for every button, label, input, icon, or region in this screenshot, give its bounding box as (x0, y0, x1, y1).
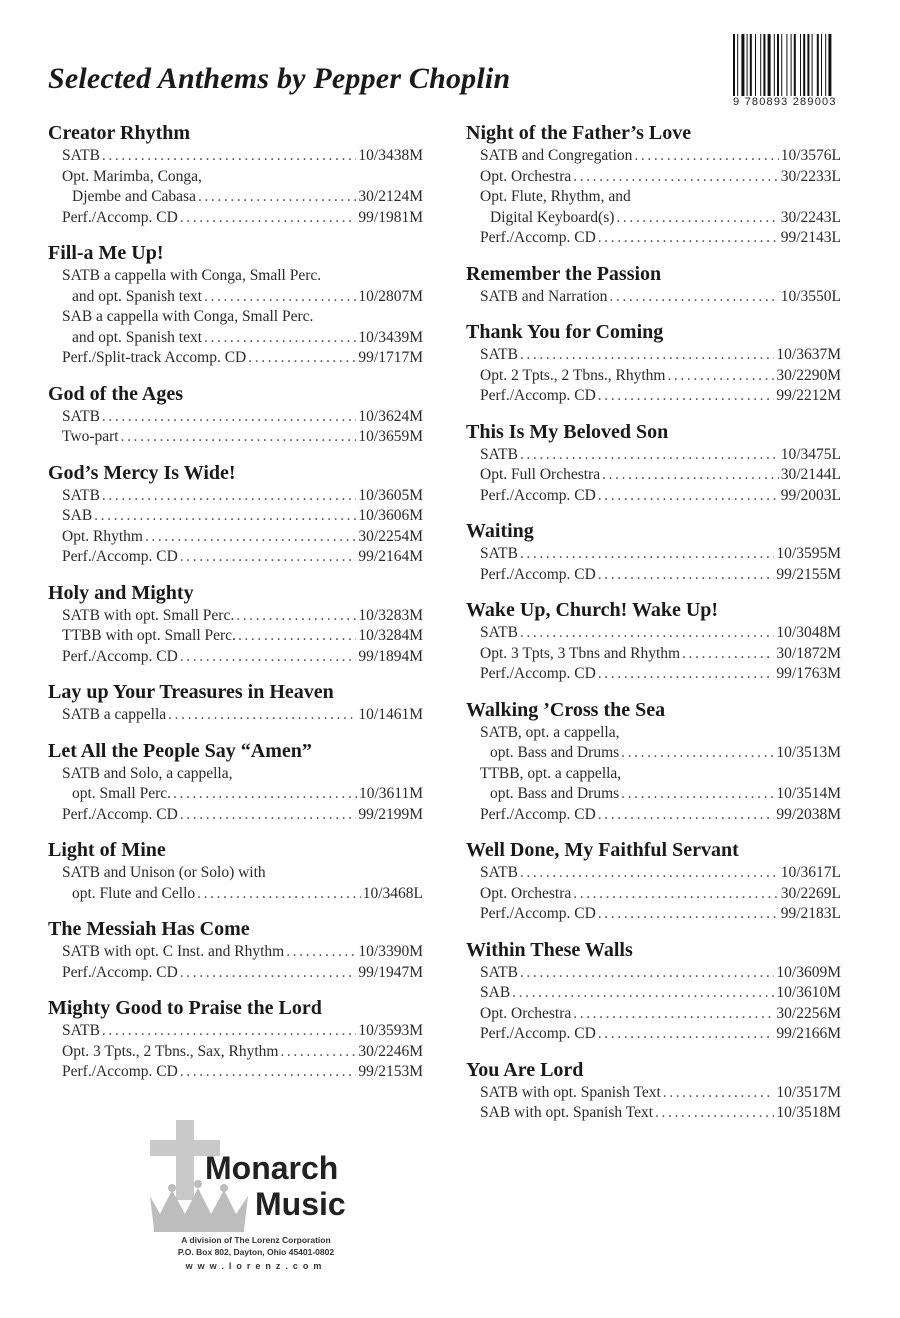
edition-label: Perf./Accomp. CD (480, 486, 596, 504)
dot-leader (520, 544, 775, 565)
edition-code: 10/3617L (780, 864, 841, 881)
anthem-section (48, 460, 423, 568)
edition-code: 99/2212M (776, 387, 841, 404)
edition-row (62, 348, 423, 369)
edition-label: Opt. Orchestra (480, 1004, 572, 1022)
edition-code: 30/2269L (780, 884, 841, 902)
anthem-section (466, 1057, 841, 1124)
edition-row (62, 705, 423, 726)
edition-code: 10/3438M (358, 147, 423, 164)
edition-row (62, 805, 423, 826)
edition-label: Perf./Accomp. CD (62, 1063, 178, 1080)
edition-label: Opt. 3 Tpts., 2 Tbns., Sax, Rhythm (62, 1042, 279, 1060)
edition-label: SATB (480, 963, 518, 981)
edition-row (62, 187, 423, 208)
dot-leader (602, 465, 779, 486)
edition-label: SATB and Congregation (480, 147, 633, 164)
page-title: Selected Anthems by Pepper Choplin (48, 62, 511, 95)
anthem-title: God of the Ages (48, 382, 183, 405)
edition-description: SATB a cappella with Conga, Small Perc. (62, 267, 322, 284)
edition-label: Opt. Full Orchestra (480, 466, 601, 483)
edition-label: SATB a cappella (62, 706, 167, 723)
barcode-digits: 9 780893 289003 (733, 96, 837, 108)
dot-leader (598, 805, 775, 826)
edition-label: Opt. 3 Tpts, 3 Tbns and Rhythm (480, 644, 681, 662)
edition-code: 30/2233L (780, 167, 841, 185)
dot-leader (655, 1103, 774, 1124)
edition-label: SATB (480, 864, 518, 881)
edition-label: and opt. Spanish text (72, 287, 203, 305)
anthem-section (466, 597, 841, 685)
edition-code: 10/3513M (776, 744, 841, 761)
edition-label: opt. Flute and Cello (72, 884, 196, 902)
dot-leader (598, 1024, 775, 1045)
dot-leader (520, 863, 779, 884)
dot-leader (173, 784, 357, 805)
edition-code: 99/2003L (780, 486, 841, 504)
edition-label: Perf./Accomp. CD (480, 805, 596, 823)
edition-label: SATB with opt. Small Perc. (62, 606, 235, 624)
edition-label: Perf./Accomp. CD (62, 647, 178, 665)
anthem-section (48, 738, 423, 826)
edition-label: Perf./Accomp. CD (480, 905, 596, 922)
edition-code: 99/2155M (776, 565, 841, 583)
dot-leader (204, 328, 356, 349)
edition-row (62, 963, 423, 984)
dot-leader (598, 904, 779, 925)
edition-row (480, 805, 841, 826)
edition-row (480, 486, 841, 507)
edition-code: 10/3475L (780, 445, 841, 463)
edition-row (62, 208, 423, 229)
edition-description: SATB, opt. a cappella, (480, 723, 620, 741)
anthem-section (466, 419, 841, 507)
edition-code: 10/3606M (358, 507, 423, 524)
dot-leader (180, 208, 357, 229)
edition-code: 10/3048M (776, 624, 841, 641)
edition-code: 30/2254M (358, 527, 423, 545)
edition-code: 10/3390M (358, 943, 423, 960)
dot-leader (236, 606, 356, 627)
edition-label: Perf./Accomp. CD (480, 565, 596, 583)
publisher-name-line1: Monarch (205, 1150, 339, 1186)
crown-icon (150, 1180, 248, 1232)
dot-leader (520, 445, 779, 466)
dot-leader (598, 664, 775, 685)
anthem-section (466, 518, 841, 585)
dot-leader (204, 287, 356, 308)
dot-leader (180, 963, 357, 984)
edition-row (62, 146, 423, 167)
left-column (48, 120, 423, 1095)
edition-label: SATB (62, 147, 100, 164)
edition-code: 10/3609M (776, 963, 841, 981)
edition-label: Perf./Accomp. CD (62, 208, 178, 226)
dot-leader (573, 1004, 774, 1025)
dot-leader (616, 208, 778, 229)
edition-row (62, 784, 423, 805)
dot-leader (280, 1042, 356, 1063)
edition-label: Perf./Accomp. CD (480, 665, 596, 682)
anthem-section (466, 261, 841, 308)
edition-label: SATB (480, 624, 518, 641)
dot-leader (598, 228, 779, 249)
edition-label: Perf./Accomp. CD (480, 1025, 596, 1042)
anthem-title: Wake Up, Church! Wake Up! (466, 599, 719, 621)
edition-description: Opt. Marimba, Conga, (62, 167, 202, 185)
edition-label: Perf./Accomp. CD (62, 963, 178, 981)
edition-label: SATB with opt. C Inst. and Rhythm (62, 943, 285, 960)
edition-row (480, 983, 841, 1004)
edition-row (62, 506, 423, 527)
edition-row (62, 527, 423, 548)
edition-code: 10/3605M (358, 486, 423, 504)
edition-code: 10/3593M (358, 1022, 423, 1039)
anthem-section (466, 120, 841, 249)
edition-label: TTBB with opt. Small Perc. (62, 627, 236, 644)
edition-row (480, 366, 841, 387)
dot-leader (598, 386, 775, 407)
edition-code: 10/3637M (776, 346, 841, 363)
edition-label: SATB (480, 346, 518, 363)
dot-leader (520, 963, 775, 984)
dot-leader (682, 644, 774, 665)
edition-code: 10/3283M (358, 606, 423, 624)
anthem-title: Lay up Your Treasures in Heaven (48, 681, 334, 703)
edition-row (480, 963, 841, 984)
edition-code: 10/3468L (362, 884, 423, 902)
edition-row (62, 626, 423, 647)
edition-row (480, 644, 841, 665)
edition-label: SATB (62, 407, 100, 425)
edition-code: 30/2243L (780, 208, 841, 226)
edition-code: 99/2153M (358, 1063, 423, 1080)
edition-row (480, 1024, 841, 1045)
anthem-section (48, 679, 423, 726)
edition-label: Opt. Orchestra (480, 167, 572, 185)
anthem-section (466, 319, 841, 407)
edition-label: Opt. Orchestra (480, 884, 572, 902)
edition-row (480, 784, 841, 805)
publisher-name-line2: Music (255, 1186, 346, 1222)
edition-row (480, 208, 841, 229)
anthem-title: You Are Lord (466, 1058, 584, 1081)
edition-label: SATB (480, 545, 518, 562)
edition-code: 30/2290M (776, 366, 841, 384)
edition-row (480, 1103, 841, 1124)
edition-row (62, 1042, 423, 1063)
edition-label: Perf./Accomp. CD (480, 229, 596, 246)
edition-label: Perf./Split-track Accomp. CD (62, 349, 247, 366)
anthem-title: Thank You for Coming (466, 321, 664, 343)
edition-label: Opt. Rhythm (62, 527, 143, 545)
edition-row (480, 167, 841, 188)
dot-leader (102, 1021, 357, 1042)
anthem-section (48, 381, 423, 448)
edition-label: Djembe and Cabasa (72, 188, 196, 205)
anthem-title: Mighty Good to Praise the Lord (48, 997, 322, 1019)
dot-leader (197, 884, 361, 905)
edition-code: 10/3514M (776, 785, 841, 802)
dot-leader (102, 146, 357, 167)
dot-leader (573, 884, 778, 905)
edition-row (480, 544, 841, 565)
anthem-title: Creator Rhythm (48, 122, 191, 144)
edition-code: 10/2807M (358, 287, 423, 305)
dot-leader (520, 623, 775, 644)
anthem-title: The Messiah Has Come (48, 918, 250, 940)
edition-row (62, 486, 423, 507)
dot-leader (621, 784, 774, 805)
edition-row (62, 407, 423, 428)
edition-label: opt. Bass and Drums (490, 785, 620, 802)
anthem-title: Light of Mine (48, 839, 166, 861)
anthem-title: God’s Mercy Is Wide! (48, 461, 236, 484)
edition-row (62, 647, 423, 668)
edition-description: SAB a cappella with Conga, Small Perc. (62, 308, 314, 325)
edition-code: 10/1461M (358, 706, 423, 723)
edition-code: 10/3550L (780, 287, 841, 305)
edition-label: and opt. Spanish text (72, 328, 203, 346)
edition-code: 30/2144L (780, 466, 841, 483)
edition-code: 99/2164M (358, 548, 423, 565)
dot-leader (94, 506, 356, 527)
dot-leader (121, 427, 357, 448)
dot-leader (180, 647, 357, 668)
edition-row (480, 863, 841, 884)
edition-code: 10/3284M (358, 627, 423, 644)
publisher-division: A division of The Lorenz Corporation (181, 1235, 331, 1245)
edition-row (62, 606, 423, 627)
dot-leader (180, 547, 357, 568)
edition-label: Perf./Accomp. CD (62, 805, 178, 823)
edition-row (480, 345, 841, 366)
edition-code: 10/3624M (358, 407, 423, 425)
anthem-title: Night of the Father’s Love (466, 122, 692, 144)
edition-code: 10/3610M (776, 984, 841, 1001)
edition-label: SAB with opt. Spanish Text (480, 1104, 654, 1121)
edition-code: 99/1981M (358, 208, 423, 226)
anthem-section (48, 916, 423, 983)
edition-code: 99/1947M (358, 963, 423, 981)
edition-label: Perf./Accomp. CD (480, 387, 596, 404)
edition-row (480, 228, 841, 249)
edition-code: 10/3518M (776, 1104, 841, 1121)
dot-leader (145, 527, 356, 548)
edition-code: 10/3517M (776, 1083, 841, 1101)
edition-label: opt. Bass and Drums (490, 744, 620, 761)
anthem-title: Holy and Mighty (48, 581, 194, 604)
edition-row (62, 328, 423, 349)
anthem-section (48, 240, 423, 369)
dot-leader (248, 348, 356, 369)
edition-row (62, 427, 423, 448)
edition-row (62, 1021, 423, 1042)
barcode (731, 34, 857, 96)
edition-row (62, 942, 423, 963)
dot-leader (621, 743, 774, 764)
edition-label: SATB with opt. Spanish Text (480, 1083, 661, 1101)
edition-label: SAB (62, 507, 93, 524)
edition-row (480, 743, 841, 764)
dot-leader (598, 565, 775, 586)
anthem-section (48, 837, 423, 904)
edition-description: Opt. Flute, Rhythm, and (480, 188, 631, 205)
dot-leader (598, 486, 779, 507)
edition-label: SATB and Narration (480, 287, 608, 305)
edition-label: SATB (480, 445, 518, 463)
anthem-title: Walking ’Cross the Sea (466, 698, 666, 721)
edition-label: Digital Keyboard(s) (490, 208, 615, 226)
dot-leader (634, 146, 778, 167)
edition-code: 99/2199M (358, 805, 423, 823)
dot-leader (520, 345, 775, 366)
anthem-section (48, 580, 423, 668)
right-column (466, 120, 841, 1136)
edition-label: Perf./Accomp. CD (62, 548, 178, 565)
dot-leader (286, 942, 356, 963)
edition-description: TTBB, opt. a cappella, (480, 764, 622, 782)
edition-label: opt. Small Perc. (72, 785, 172, 802)
edition-row (480, 565, 841, 586)
edition-code: 30/2124M (358, 188, 423, 205)
edition-code: 10/3659M (358, 428, 423, 445)
dot-leader (512, 983, 774, 1004)
edition-code: 99/2166M (776, 1025, 841, 1042)
edition-row (480, 884, 841, 905)
edition-row (480, 386, 841, 407)
edition-row (62, 1062, 423, 1083)
edition-row (480, 1004, 841, 1025)
anthem-title: Fill-a Me Up! (48, 242, 164, 264)
edition-label: Two-part (62, 428, 119, 445)
edition-row (62, 547, 423, 568)
anthem-section (466, 837, 841, 925)
edition-description: SATB and Solo, a cappella, (62, 764, 233, 782)
edition-code: 99/2038M (776, 805, 841, 823)
dot-leader (609, 287, 778, 308)
edition-code: 30/2246M (358, 1042, 423, 1060)
edition-row (480, 1083, 841, 1104)
edition-code: 10/3439M (358, 328, 423, 346)
dot-leader (663, 1083, 775, 1104)
anthem-section (48, 995, 423, 1083)
anthem-section (466, 697, 841, 826)
dot-leader (180, 1062, 357, 1083)
edition-row (62, 884, 423, 905)
dot-leader (168, 705, 356, 726)
edition-row (480, 623, 841, 644)
edition-row (480, 146, 841, 167)
edition-row (480, 445, 841, 466)
edition-row (62, 287, 423, 308)
edition-label: SATB (62, 486, 100, 504)
edition-code: 10/3595M (776, 545, 841, 562)
edition-row (480, 664, 841, 685)
anthem-title: Well Done, My Faithful Servant (466, 839, 739, 861)
anthem-title: Within These Walls (466, 938, 633, 961)
anthem-title: This Is My Beloved Son (466, 420, 669, 443)
anthem-title: Remember the Passion (466, 262, 662, 285)
edition-code: 99/1763M (776, 665, 841, 682)
edition-code: 10/3576L (780, 147, 841, 164)
edition-code: 99/2143L (780, 229, 841, 246)
dot-leader (573, 167, 778, 188)
dot-leader (180, 805, 357, 826)
edition-row (480, 465, 841, 486)
dot-leader (667, 366, 774, 387)
anthem-section (48, 120, 423, 228)
edition-code: 99/2183L (780, 905, 841, 922)
anthem-title: Waiting (466, 520, 534, 542)
edition-code: 10/3611M (358, 785, 423, 802)
edition-label: Opt. 2 Tpts., 2 Tbns., Rhythm (480, 366, 666, 384)
dot-leader (102, 486, 357, 507)
edition-description: SATB and Unison (or Solo) with (62, 864, 266, 881)
publisher-website: www.lorenz.com (185, 1261, 327, 1271)
dot-leader (102, 407, 357, 428)
dot-leader (198, 187, 356, 208)
anthem-title: Let All the People Say “Amen” (48, 739, 312, 762)
edition-code: 30/1872M (776, 644, 841, 662)
cross-icon (176, 1120, 194, 1200)
dot-leader (238, 626, 356, 647)
edition-code: 30/2256M (776, 1004, 841, 1022)
edition-code: 99/1717M (358, 349, 423, 366)
edition-label: SAB (480, 984, 511, 1001)
publisher-address: P.O. Box 802, Dayton, Ohio 45401-0802 (177, 1247, 335, 1257)
edition-row (480, 287, 841, 308)
edition-row (480, 904, 841, 925)
anthem-section (466, 937, 841, 1045)
edition-code: 99/1894M (358, 647, 423, 665)
edition-label: SATB (62, 1022, 100, 1039)
